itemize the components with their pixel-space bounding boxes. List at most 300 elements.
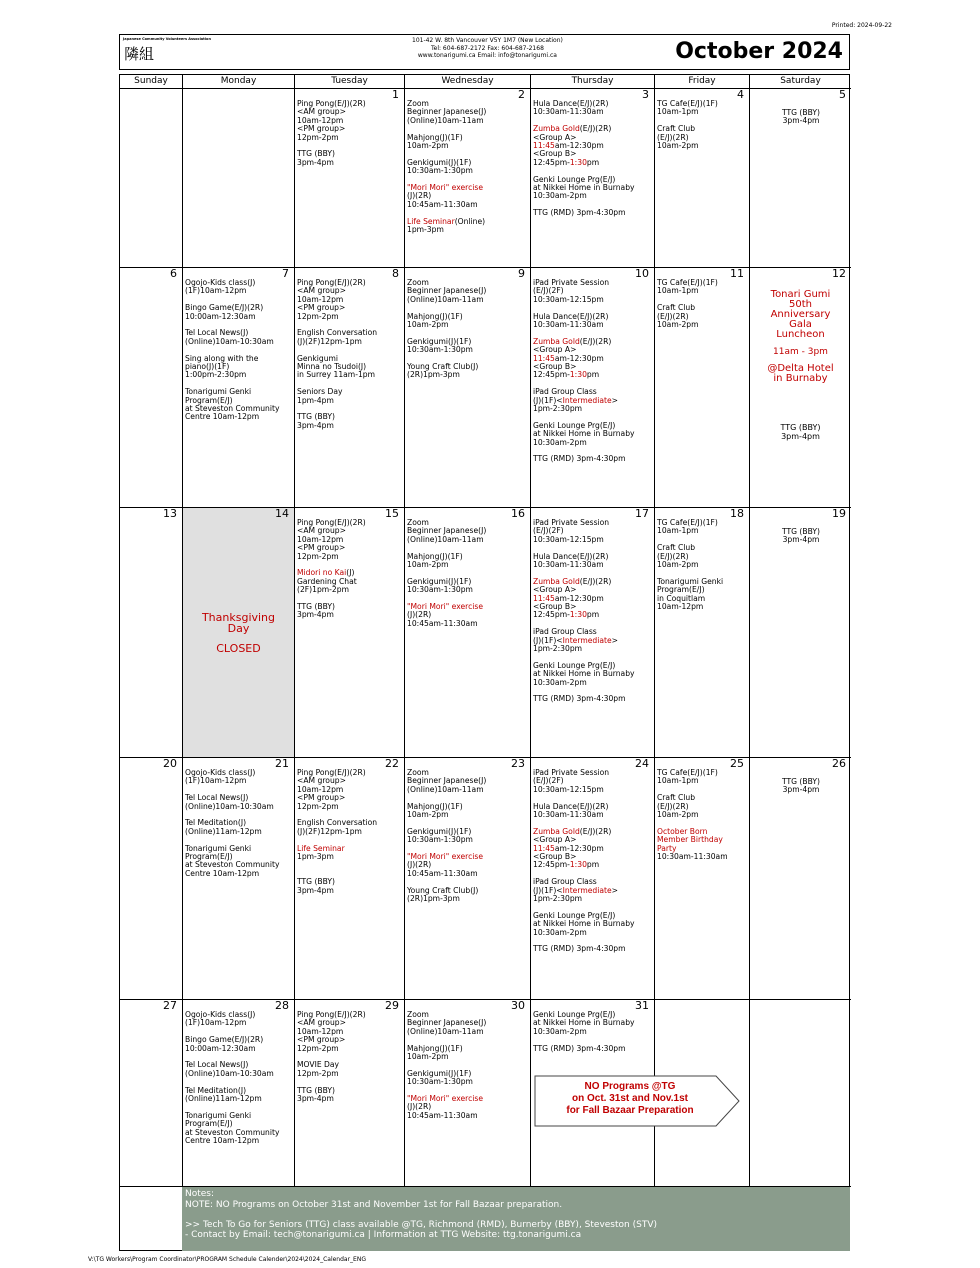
event-line: (J)(2R) bbox=[407, 191, 432, 201]
event-line: 12pm-2pm bbox=[297, 1043, 339, 1053]
event-line: 3pm-4pm bbox=[297, 885, 334, 895]
event-line: 10am-12pm bbox=[297, 294, 344, 304]
event-line: Life Seminar bbox=[297, 843, 345, 853]
holiday-name-line: Day bbox=[227, 622, 250, 635]
event-line: <PM group> bbox=[297, 1035, 346, 1045]
event-line: Genki Lounge Prg(E/J) bbox=[533, 910, 616, 920]
event-line: Ping Pong(E/J)(2R) bbox=[297, 99, 366, 108]
ttg-session bbox=[750, 423, 851, 441]
day-number: 22 bbox=[385, 758, 399, 770]
event-line: iPad Private Session bbox=[533, 278, 610, 287]
event-list bbox=[185, 769, 293, 878]
event-line: 12:45pm-1:30pm bbox=[533, 860, 600, 870]
event-list bbox=[407, 769, 529, 903]
notes-label: Notes: bbox=[185, 1189, 215, 1199]
event-line: Centre 10am-12pm bbox=[185, 412, 260, 422]
day-number: 24 bbox=[635, 758, 649, 770]
event-line: TTG (BBY) bbox=[781, 527, 820, 536]
event-line: TTG (RMD) 3pm-4:30pm bbox=[533, 454, 626, 464]
day-number: 18 bbox=[730, 508, 744, 520]
event-line: Hula Dance(E/J)(2R) bbox=[533, 99, 609, 108]
holiday-notice bbox=[183, 612, 294, 654]
day-cell bbox=[655, 89, 750, 268]
event-line: 11:45am-12:30pm bbox=[533, 353, 604, 363]
event-line: 10am-12pm bbox=[297, 784, 344, 794]
gala-event bbox=[750, 290, 851, 384]
event-line: 10am-12pm bbox=[297, 1026, 344, 1036]
day-number: 4 bbox=[737, 89, 744, 101]
event-line: TTG (BBY) bbox=[297, 149, 336, 159]
event-line: Hula Dance(E/J)(2R) bbox=[533, 551, 609, 561]
event-line: Zoom bbox=[407, 99, 429, 108]
day-cell bbox=[295, 89, 405, 268]
day-cell bbox=[531, 508, 655, 758]
event-list bbox=[297, 100, 403, 167]
day-number: 1 bbox=[392, 89, 399, 101]
event-line: <PM group> bbox=[297, 124, 346, 134]
event-line: 10am-1pm bbox=[657, 286, 699, 296]
event-list bbox=[407, 279, 529, 380]
event-line: Zumba Gold(E/J)(2R) bbox=[533, 124, 612, 134]
gala-title-line: Gala bbox=[789, 319, 812, 330]
event-line: in Surrey 11am-1pm bbox=[297, 370, 375, 380]
day-number: 8 bbox=[392, 268, 399, 280]
event-line: 10am-1pm bbox=[657, 107, 699, 117]
event-line: Beginner Japanese(J) bbox=[407, 107, 487, 117]
event-line: Craft Club bbox=[657, 303, 696, 313]
event-list bbox=[533, 769, 653, 954]
closed-label: CLOSED bbox=[216, 642, 261, 655]
event-line: TTG (RMD) 3pm-4:30pm bbox=[533, 208, 626, 218]
event-list bbox=[533, 100, 653, 218]
event-line: TG Cafe(E/J)(1F) bbox=[657, 518, 718, 527]
event-list bbox=[407, 1011, 529, 1120]
notes-box bbox=[182, 1187, 850, 1251]
event-line: at Nikkei Home in Burnaby bbox=[533, 429, 635, 439]
event-line: Tonarigumi Genki bbox=[657, 576, 724, 586]
day-header: Sunday bbox=[120, 75, 183, 89]
event-line: iPad Group Class bbox=[533, 627, 597, 637]
event-line: <PM group> bbox=[297, 303, 346, 313]
event-line: 12pm-2pm bbox=[297, 551, 339, 561]
day-cell bbox=[183, 1000, 295, 1187]
event-line: (J)(1F)<Intermediate> bbox=[533, 635, 619, 645]
event-line: TTG (RMD) 3pm-4:30pm bbox=[533, 944, 626, 954]
event-line: Program(E/J) bbox=[657, 585, 705, 595]
event-line: (Online)10am-11am bbox=[407, 534, 484, 544]
event-line: "Mori Mori" exercise bbox=[407, 1094, 484, 1104]
day-cell bbox=[295, 1000, 405, 1187]
event-line: 10:00am-12:30am bbox=[185, 1043, 256, 1053]
event-line: <Group B> bbox=[533, 602, 577, 612]
event-line: 12:45pm-1:30pm bbox=[533, 370, 600, 380]
gala-venue bbox=[750, 364, 851, 384]
day-number: 15 bbox=[385, 508, 399, 520]
event-line: 10am-1pm bbox=[657, 776, 699, 786]
event-line: 10:30am-2pm bbox=[533, 437, 587, 447]
event-line: (E/J)(2F) bbox=[533, 286, 564, 296]
event-line: Ogojo-Kids class(J) bbox=[185, 768, 256, 777]
event-line: 10:30am-1:30pm bbox=[407, 835, 473, 845]
event-line: 10:30am-12:15pm bbox=[533, 294, 604, 304]
gala-venue-line: in Burnaby bbox=[773, 373, 828, 384]
event-line: 1pm-2:30pm bbox=[533, 894, 583, 904]
event-line: Mahjong(J)(1F) bbox=[407, 132, 463, 142]
event-line: Zoom bbox=[407, 768, 429, 777]
event-line: 10:00am-12:30am bbox=[185, 311, 256, 321]
event-line: 10:30am-1:30pm bbox=[407, 1077, 473, 1087]
event-line: (Online)11am-12pm bbox=[185, 1094, 262, 1104]
event-line: TTG (BBY) bbox=[297, 1085, 336, 1095]
event-line: iPad Private Session bbox=[533, 518, 610, 527]
event-line: (E/J)(2R) bbox=[657, 801, 689, 811]
event-list bbox=[297, 279, 403, 430]
calendar-header bbox=[119, 34, 850, 70]
event-line: 1pm-3pm bbox=[407, 225, 444, 235]
event-line: TG Cafe(E/J)(1F) bbox=[657, 768, 718, 777]
event-line: 3pm-4pm bbox=[782, 116, 820, 126]
event-line: Craft Club bbox=[657, 124, 696, 134]
event-list bbox=[752, 778, 850, 795]
event-line: 12pm-2pm bbox=[297, 311, 339, 321]
event-line: Ping Pong(E/J)(2R) bbox=[297, 1010, 366, 1019]
event-list bbox=[185, 279, 293, 422]
event-line: Ping Pong(E/J)(2R) bbox=[297, 518, 366, 527]
event-line: 3pm-4pm bbox=[782, 785, 820, 795]
event-line: Genkigumi(J)(1F) bbox=[407, 826, 472, 836]
event-line: (E/J)(2R) bbox=[657, 311, 689, 321]
event-line: 10:45am-11:30am bbox=[407, 1110, 478, 1120]
day-cell bbox=[405, 268, 531, 508]
event-line: 10am-1pm bbox=[657, 526, 699, 536]
callout-line: for Fall Bazaar Preparation bbox=[566, 1105, 694, 1116]
event-line: Life Seminar(Online) bbox=[407, 216, 486, 226]
day-number: 3 bbox=[642, 89, 649, 101]
event-line: at Steveston Community bbox=[185, 404, 280, 414]
event-line: Young Craft Club(J) bbox=[407, 362, 479, 372]
event-line: Beginner Japanese(J) bbox=[407, 526, 487, 536]
event-line: 10am-2pm bbox=[407, 141, 449, 151]
event-line: <PM group> bbox=[297, 543, 346, 553]
event-line: 3pm-4pm bbox=[297, 610, 334, 620]
day-cell bbox=[405, 89, 531, 268]
event-line: 3pm-4pm bbox=[782, 535, 820, 545]
day-number: 31 bbox=[635, 1000, 649, 1012]
event-line: "Mori Mori" exercise bbox=[407, 602, 484, 612]
day-number: 12 bbox=[832, 268, 846, 280]
event-line: at Nikkei Home in Burnaby bbox=[533, 919, 635, 929]
event-line: 11:45am-12:30pm bbox=[533, 593, 604, 603]
event-line: Mahjong(J)(1F) bbox=[407, 801, 463, 811]
event-line: 1pm-2:30pm bbox=[533, 404, 583, 414]
event-line: Mahjong(J)(1F) bbox=[407, 311, 463, 321]
event-line: (Online)10am-10:30am bbox=[185, 1068, 274, 1078]
event-line: (Online)10am-10:30am bbox=[185, 336, 274, 346]
event-line: 10am-2pm bbox=[657, 810, 699, 820]
event-line: (Online)10am-11am bbox=[407, 294, 484, 304]
event-list bbox=[407, 519, 529, 628]
event-line: 3pm-4pm bbox=[297, 157, 334, 167]
event-line: at Steveston Community bbox=[185, 1127, 280, 1137]
event-line: Sing along with the bbox=[185, 353, 259, 363]
month-title: October 2024 bbox=[675, 39, 843, 64]
day-cell bbox=[750, 1000, 851, 1187]
event-line: (E/J)(2R) bbox=[657, 132, 689, 142]
event-line: 1:00pm-2:30pm bbox=[185, 370, 247, 380]
event-line: Program(E/J) bbox=[185, 1119, 233, 1129]
file-path-footer: V:\TG Workers\Program Coordinator\PROGRAM Schedule Calender\2024\2024_Calendar_ENG bbox=[88, 1256, 366, 1263]
day-cell bbox=[655, 758, 750, 1000]
event-line: MOVIE Day bbox=[297, 1060, 340, 1070]
event-line: Tonarigumi Genki bbox=[185, 387, 252, 397]
gala-venue-line: @Delta Hotel bbox=[767, 363, 834, 374]
event-line: Tonarigumi Genki bbox=[185, 843, 252, 853]
day-cell bbox=[531, 758, 655, 1000]
event-line: at Nikkei Home in Burnaby bbox=[533, 669, 635, 679]
event-line: Centre 10am-12pm bbox=[185, 868, 260, 878]
event-line: Genkigumi(J)(1F) bbox=[407, 157, 472, 167]
event-line: 12:45pm-1:30pm bbox=[533, 610, 600, 620]
event-line: (E/J)(2F) bbox=[533, 776, 564, 786]
event-line: Gardening Chat bbox=[297, 576, 357, 586]
event-line: Beginner Japanese(J) bbox=[407, 1018, 487, 1028]
gala-title-line: Tonari Gumi bbox=[770, 289, 831, 300]
event-line: 10:45am-11:30am bbox=[407, 199, 478, 209]
day-cell bbox=[655, 268, 750, 508]
day-number: 11 bbox=[730, 268, 744, 280]
event-list bbox=[185, 1011, 293, 1145]
event-line: 12:45pm-1:30pm bbox=[533, 157, 600, 167]
event-line: Mahjong(J)(1F) bbox=[407, 551, 463, 561]
event-line: TTG (RMD) 3pm-4:30pm bbox=[533, 1043, 626, 1053]
event-line: (Online)10am-11am bbox=[407, 784, 484, 794]
event-line: 10am-2pm bbox=[657, 560, 699, 570]
day-cell bbox=[120, 89, 183, 268]
event-line: Seniors Day bbox=[297, 387, 343, 397]
event-line: Ping Pong(E/J)(2R) bbox=[297, 768, 366, 777]
day-number: 20 bbox=[163, 758, 177, 770]
event-line: (J)(1F)<Intermediate> bbox=[533, 885, 619, 895]
event-line: 10am-12pm bbox=[297, 115, 344, 125]
day-cell bbox=[405, 758, 531, 1000]
event-line: Midori no Kai(J) bbox=[297, 568, 355, 578]
event-line: (Online)10am-11am bbox=[407, 1026, 484, 1036]
event-line: 10:30am-2pm bbox=[533, 191, 587, 201]
event-line: TTG (BBY) bbox=[297, 877, 336, 887]
event-line: Beginner Japanese(J) bbox=[407, 776, 487, 786]
event-line: TTG (BBY) bbox=[781, 777, 820, 786]
org-address bbox=[412, 37, 563, 60]
event-line: <Group B> bbox=[533, 362, 577, 372]
event-list bbox=[752, 109, 850, 126]
event-line: 10am-2pm bbox=[407, 320, 449, 330]
event-list bbox=[533, 1011, 653, 1053]
event-line: Genkigumi(J)(1F) bbox=[407, 1068, 472, 1078]
day-number: 14 bbox=[275, 508, 289, 520]
event-line: October Born bbox=[657, 826, 708, 836]
day-number: 29 bbox=[385, 1000, 399, 1012]
day-cell bbox=[183, 89, 295, 268]
event-line: (E/J)(2F) bbox=[533, 526, 564, 536]
gala-time: 11am - 3pm bbox=[773, 347, 828, 357]
event-line: 10am-2pm bbox=[407, 1052, 449, 1062]
day-cell bbox=[295, 758, 405, 1000]
event-list bbox=[533, 519, 653, 704]
day-cell bbox=[750, 89, 851, 268]
event-list bbox=[657, 519, 748, 611]
event-line: English Conversation bbox=[297, 328, 378, 338]
day-number: 28 bbox=[275, 1000, 289, 1012]
event-line: 1pm-2:30pm bbox=[533, 644, 583, 654]
event-line: <PM group> bbox=[297, 793, 346, 803]
event-line: Genki Lounge Prg(E/J) bbox=[533, 660, 616, 670]
event-line: Zumba Gold(E/J)(2R) bbox=[533, 576, 612, 586]
event-line bbox=[297, 861, 403, 869]
event-line: 10:30am-2pm bbox=[533, 677, 587, 687]
event-line: <Group B> bbox=[533, 149, 577, 159]
day-number: 13 bbox=[163, 508, 177, 520]
event-line: 10:30am-2pm bbox=[533, 927, 587, 937]
event-line: (J)(2R) bbox=[407, 860, 432, 870]
event-line: 10:45am-11:30am bbox=[407, 618, 478, 628]
event-line: Bingo Game(E/J)(2R) bbox=[185, 303, 264, 313]
event-line: 10:30am-2pm bbox=[533, 1026, 587, 1036]
event-line: <Group A> bbox=[533, 345, 577, 355]
day-number: 26 bbox=[832, 758, 846, 770]
event-line: Party bbox=[657, 843, 677, 853]
web-line: www.tonarigumi.ca Email: info@tonarigumi.ca bbox=[417, 52, 557, 59]
event-line: 3pm-4pm bbox=[297, 1094, 334, 1104]
event-line: 11:45am-12:30pm bbox=[533, 843, 604, 853]
event-line: 10:30am-11:30am bbox=[533, 107, 604, 117]
phone-line: Tel: 604-687-2172 Fax: 604-687-2168 bbox=[430, 44, 544, 52]
ttg-line: TTG (BBY) bbox=[780, 423, 821, 432]
event-line: Tel Local News(J) bbox=[185, 1060, 249, 1070]
event-line: Genki Lounge Prg(E/J) bbox=[533, 1010, 616, 1019]
event-line: Tonarigumi Genki bbox=[185, 1110, 252, 1120]
notes-line3: - Contact by Email: tech@tonarigumi.ca | Information at TTG Website: ttg.tonarigumi.ca bbox=[185, 1230, 582, 1240]
event-line: Tel Meditation(J) bbox=[185, 1085, 247, 1095]
callout-line: NO Programs @TG bbox=[584, 1081, 676, 1092]
day-cell bbox=[120, 508, 183, 758]
day-cell bbox=[655, 508, 750, 758]
event-line: Tel Local News(J) bbox=[185, 793, 249, 803]
notes-line1: NOTE: NO Programs on October 31st and November 1st for Fall Bazaar preparation. bbox=[185, 1200, 563, 1210]
event-line: Zumba Gold(E/J)(2R) bbox=[533, 826, 612, 836]
event-line: 11:45am-12:30pm bbox=[533, 141, 604, 151]
event-line: <Group B> bbox=[533, 852, 577, 862]
event-line: 1pm-3pm bbox=[297, 852, 334, 862]
event-line: Tel Local News(J) bbox=[185, 328, 249, 338]
event-line: Ogojo-Kids class(J) bbox=[185, 278, 256, 287]
event-line: in Coquitlam bbox=[657, 593, 706, 603]
event-line: Centre 10am-12pm bbox=[185, 1136, 260, 1146]
event-line: (Online)11am-12pm bbox=[185, 826, 262, 836]
event-line: (Online)10am-11am bbox=[407, 115, 484, 125]
event-line: <Group A> bbox=[533, 835, 577, 845]
calendar-grid bbox=[119, 74, 850, 1251]
event-line: TTG (BBY) bbox=[781, 108, 820, 117]
day-cell bbox=[120, 758, 183, 1000]
event-line: (J)(2F)12pm-1pm bbox=[297, 826, 362, 836]
event-line: iPad Private Session bbox=[533, 768, 610, 777]
day-number: 19 bbox=[832, 508, 846, 520]
event-line: 10:30am-1:30pm bbox=[407, 585, 473, 595]
org-name: Japanese Community Volunteers Association bbox=[123, 37, 211, 41]
event-line: (1F)10am-12pm bbox=[185, 1018, 247, 1028]
event-list bbox=[297, 1011, 403, 1103]
event-line: 3pm-4pm bbox=[297, 420, 334, 430]
day-cell bbox=[183, 758, 295, 1000]
event-list bbox=[407, 100, 529, 234]
event-list bbox=[297, 519, 403, 620]
event-line: TTG (BBY) bbox=[297, 602, 336, 612]
day-number: 16 bbox=[511, 508, 525, 520]
gala-title-line: 50th bbox=[789, 299, 812, 310]
event-line: at Nikkei Home in Burnaby bbox=[533, 1018, 635, 1028]
event-line: 10:30am-12:15pm bbox=[533, 534, 604, 544]
event-line: (1F)10am-12pm bbox=[185, 776, 247, 786]
event-line: Craft Club bbox=[657, 543, 696, 553]
event-line: <Group A> bbox=[533, 132, 577, 142]
day-cell bbox=[120, 268, 183, 508]
event-line: Genki Lounge Prg(E/J) bbox=[533, 174, 616, 184]
event-line: 10am-2pm bbox=[657, 320, 699, 330]
day-number: 2 bbox=[518, 89, 525, 101]
event-line: Craft Club bbox=[657, 793, 696, 803]
event-line: Minna no Tsudoi(J) bbox=[297, 362, 367, 372]
event-line: iPad Group Class bbox=[533, 387, 597, 397]
event-line: Program(E/J) bbox=[185, 852, 233, 862]
day-header: Thursday bbox=[531, 75, 655, 89]
event-line: <AM group> bbox=[297, 776, 346, 786]
day-header: Monday bbox=[183, 75, 295, 89]
event-line: Hula Dance(E/J)(2R) bbox=[533, 801, 609, 811]
event-line: Zoom bbox=[407, 1010, 429, 1019]
event-line: Genkigumi(J)(1F) bbox=[407, 336, 472, 346]
gala-title-line: Luncheon bbox=[776, 329, 825, 340]
event-line: Genkigumi(J)(1F) bbox=[407, 576, 472, 586]
day-number: 7 bbox=[282, 268, 289, 280]
day-cell bbox=[405, 508, 531, 758]
event-line: TTG (BBY) bbox=[297, 412, 336, 422]
no-programs-callout bbox=[534, 1075, 742, 1127]
gala-title-line: Anniversary bbox=[770, 309, 831, 320]
event-line: Genkigumi bbox=[297, 353, 339, 363]
event-line: (1F)10am-12pm bbox=[185, 286, 247, 296]
event-line: 1pm-4pm bbox=[297, 395, 334, 405]
notes-line2: >> Tech To Go for Seniors (TTG) class available @TG, Richmond (RMD), Burnerby (BBY), Steveston (STV) bbox=[185, 1220, 657, 1230]
day-cell bbox=[750, 508, 851, 758]
event-line: 10:45am-11:30am bbox=[407, 868, 478, 878]
day-number: 27 bbox=[163, 1000, 177, 1012]
event-line: (2R)1pm-3pm bbox=[407, 894, 460, 904]
event-line: Zoom bbox=[407, 278, 429, 287]
event-line: Hula Dance(E/J)(2R) bbox=[533, 311, 609, 321]
day-cell bbox=[183, 508, 295, 758]
day-number: 6 bbox=[170, 268, 177, 280]
event-line: Genki Lounge Prg(E/J) bbox=[533, 420, 616, 430]
event-line: (E/J)(2R) bbox=[657, 551, 689, 561]
event-line: <AM group> bbox=[297, 526, 346, 536]
event-line: (2R)1pm-3pm bbox=[407, 370, 460, 380]
event-line: 10:30am-1:30pm bbox=[407, 345, 473, 355]
holiday-name-line: Thanksgiving bbox=[201, 611, 276, 624]
day-cell bbox=[405, 1000, 531, 1187]
event-line: 10am-2pm bbox=[407, 560, 449, 570]
event-line: (J)(1F)<Intermediate> bbox=[533, 395, 619, 405]
event-line: TG Cafe(E/J)(1F) bbox=[657, 278, 718, 287]
